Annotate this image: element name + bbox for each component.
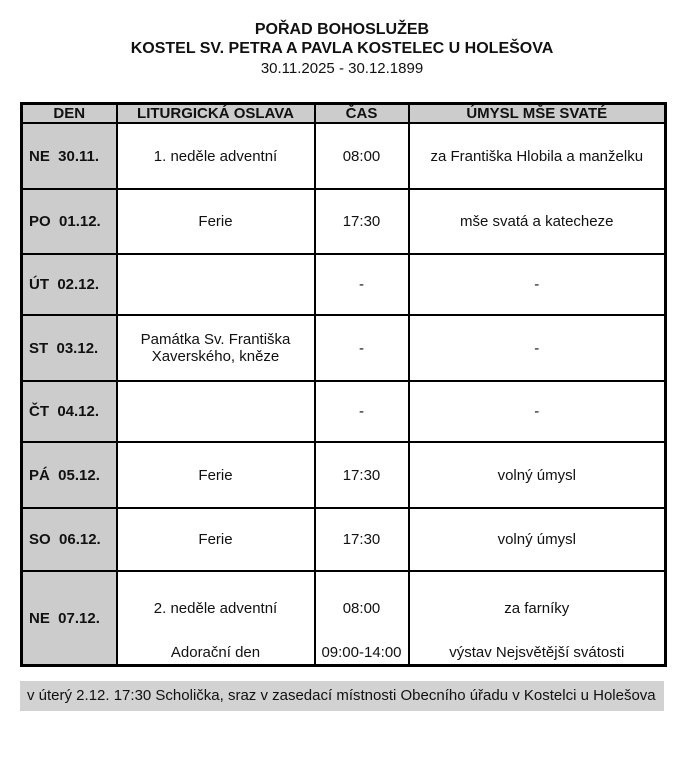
time-line-1: 08:00: [342, 599, 381, 617]
liturgy-cell: [117, 254, 315, 315]
schedule-table: [20, 102, 667, 667]
header-row: [22, 104, 666, 124]
table-row: [22, 442, 666, 508]
time-cell: 17:30: [315, 189, 409, 254]
intention-cell: za Františka Hlobila a manželku: [409, 123, 666, 189]
table-row: [22, 315, 666, 381]
time-cell: -: [315, 381, 409, 442]
intention-cell: -: [409, 254, 666, 315]
day-cell: ÚT 02.12.: [22, 254, 117, 315]
time-line-2: 09:00-14:00: [321, 644, 402, 661]
day-cell: NE 07.12.: [22, 571, 117, 666]
time-cell: -: [315, 254, 409, 315]
day-cell: NE 30.11.: [22, 123, 117, 189]
liturgy-cell: [117, 381, 315, 442]
liturgy-cell: 1. neděle adventní: [117, 123, 315, 189]
column-header-intention: ÚMYSL MŠE SVATÉ: [409, 104, 666, 124]
liturgy-cell: Ferie: [117, 442, 315, 508]
intention-cell: volný úmysl: [409, 442, 666, 508]
liturgy-cell: [117, 571, 315, 666]
table-row: [22, 254, 666, 315]
liturgy-cell: Památka Sv. Františka Xaverského, kněze: [117, 315, 315, 381]
table-row: [22, 571, 666, 666]
intention-cell: volný úmysl: [409, 508, 666, 571]
time-cell: 17:30: [315, 442, 409, 508]
column-header-day: DEN: [22, 104, 117, 124]
liturgy-cell: Ferie: [117, 189, 315, 254]
day-cell: PÁ 05.12.: [22, 442, 117, 508]
table-row: [22, 189, 666, 254]
day-cell: ČT 04.12.: [22, 381, 117, 442]
day-cell: ST 03.12.: [22, 315, 117, 381]
column-header-liturgy: LITURGICKÁ OSLAVA: [117, 104, 315, 124]
time-cell: -: [315, 315, 409, 381]
day-cell: PO 01.12.: [22, 189, 117, 254]
table-row: [22, 123, 666, 189]
church-name: KOSTEL SV. PETRA A PAVLA KOSTELEC U HOLEŠOVA: [130, 40, 554, 57]
table-row: [22, 508, 666, 571]
date-range: 30.11.2025 - 30.12.1899: [260, 60, 424, 77]
page-title: POŘAD BOHOSLUŽEB: [254, 21, 430, 38]
liturgy-line-2: Adorační den: [170, 644, 261, 661]
day-cell: SO 06.12.: [22, 508, 117, 571]
column-header-time: ČAS: [315, 104, 409, 124]
intention-cell: [409, 571, 666, 666]
time-cell: 17:30: [315, 508, 409, 571]
intention-line-2: výstav Nejsvětější svátosti: [449, 644, 625, 661]
time-cell: 08:00: [315, 123, 409, 189]
liturgy-line-1: 2. neděle adventní: [153, 599, 278, 617]
liturgy-cell: Ferie: [117, 508, 315, 571]
table-row: [22, 381, 666, 442]
intention-cell: mše svatá a katecheze: [409, 189, 666, 254]
document-header: [0, 20, 684, 78]
time-cell: [315, 571, 409, 666]
footer-note: v úterý 2.12. 17:30 Scholička, sraz v zasedací místnosti Obecního úřadu v Kostelci u Holešova: [20, 681, 664, 711]
intention-line-1: za farníky: [504, 599, 570, 617]
intention-cell: -: [409, 315, 666, 381]
intention-cell: -: [409, 381, 666, 442]
